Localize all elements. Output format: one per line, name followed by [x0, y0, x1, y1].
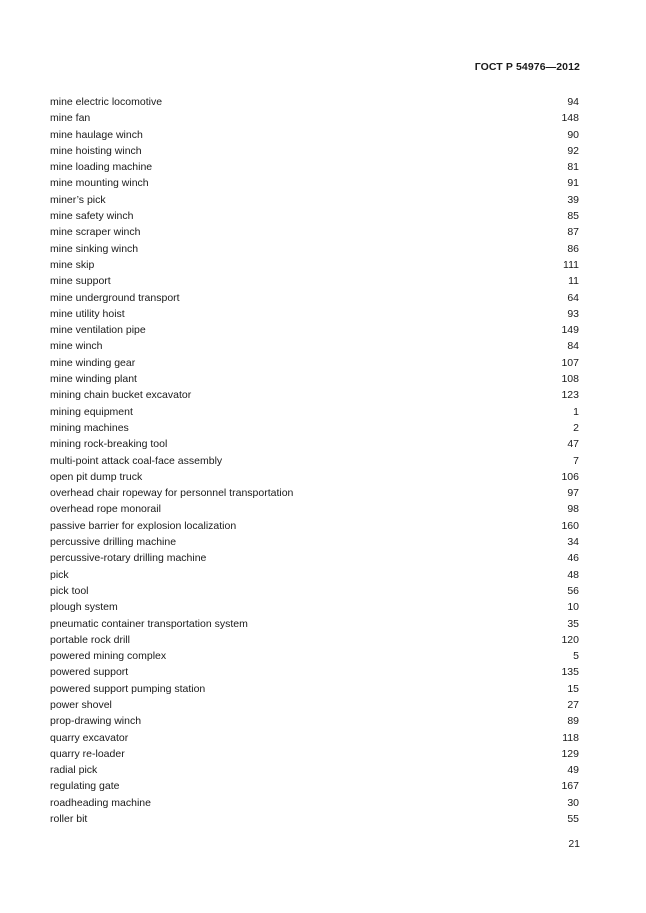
- index-entry: [50, 306, 579, 322]
- index-term-number: 90: [567, 128, 579, 141]
- index-term-number: 108: [561, 373, 579, 386]
- index-entry: [50, 469, 579, 485]
- index-entry: [50, 208, 579, 224]
- index-entry: [50, 550, 579, 566]
- index-term-number: 160: [561, 519, 579, 532]
- index-term-number: 118: [562, 731, 579, 744]
- index-term-number: 98: [567, 503, 579, 516]
- index-entry: [50, 567, 579, 583]
- index-term-number: 149: [561, 324, 579, 337]
- index-term-number: 86: [567, 242, 579, 255]
- index-entry: [50, 420, 579, 436]
- index-entry: [50, 616, 579, 632]
- index-term: mining chain bucket excavator: [50, 389, 192, 402]
- index-term: mine utility hoist: [50, 307, 125, 320]
- index-term-number: 120: [561, 633, 579, 646]
- index-entry: [50, 273, 579, 289]
- index-term-number: 11: [568, 275, 579, 288]
- index-term: roadheading machine: [50, 796, 151, 809]
- index-entry: [50, 338, 579, 354]
- index-term: quarry excavator: [50, 731, 129, 744]
- index-term: powered mining complex: [50, 650, 167, 663]
- index-entry: [50, 599, 579, 615]
- index-entry: [50, 534, 579, 550]
- index-entry: [50, 746, 579, 762]
- index-term: mine fan: [50, 112, 91, 125]
- index-term: mine electric locomotive: [50, 96, 163, 108]
- index-entry: [50, 127, 579, 143]
- index-term: prop-drawing winch: [50, 715, 142, 728]
- index-term-number: 129: [561, 747, 579, 760]
- index-term-number: 46: [567, 552, 579, 565]
- index-term: mine skip: [50, 258, 95, 271]
- index-entry: [50, 110, 579, 126]
- index-term: multi-point attack coal-face assembly: [50, 454, 223, 467]
- index-entry: [50, 632, 579, 648]
- index-term: pneumatic container transportation system: [50, 617, 248, 630]
- index-term-number: 111: [563, 258, 579, 271]
- index-entry: [50, 730, 579, 746]
- index-term: portable rock drill: [50, 633, 130, 646]
- term-index-list: [50, 94, 579, 827]
- index-term: percussive drilling machine: [50, 536, 177, 549]
- index-entry: [50, 518, 579, 534]
- index-entry: [50, 290, 579, 306]
- index-term-number: 107: [561, 356, 579, 369]
- index-term-number: 167: [561, 780, 579, 793]
- index-term: plough system: [50, 601, 118, 614]
- index-term: mining equipment: [50, 405, 133, 418]
- index-term: passive barrier for explosion localization: [50, 519, 237, 532]
- index-term-number: 10: [567, 601, 579, 614]
- index-term: radial pick: [50, 764, 98, 777]
- index-term: powered support pumping station: [50, 682, 206, 695]
- index-entry: [50, 159, 579, 175]
- index-term-number: 48: [567, 568, 579, 581]
- index-term: mine haulage winch: [50, 128, 143, 141]
- index-term: mine ventilation pipe: [50, 324, 146, 337]
- index-term: overhead rope monorail: [50, 503, 161, 516]
- page-number: 21: [568, 838, 580, 850]
- index-entry: [50, 485, 579, 501]
- index-entry: [50, 355, 579, 371]
- index-term: mine safety winch: [50, 210, 134, 223]
- index-term: mine winch: [50, 340, 103, 353]
- index-term-number: 89: [567, 715, 579, 728]
- index-term-number: 34: [567, 536, 579, 549]
- index-entry: [50, 778, 579, 794]
- index-term: mine scraper winch: [50, 226, 141, 239]
- index-term: mine loading machine: [50, 161, 153, 174]
- index-term: mine sinking winch: [50, 242, 139, 255]
- index-term-number: 93: [567, 307, 579, 320]
- index-term-number: 49: [567, 764, 579, 777]
- index-term: overhead chair ropeway for personnel transportation: [50, 487, 294, 500]
- index-entry: [50, 94, 579, 110]
- index-term-number: 56: [567, 584, 579, 597]
- index-term: mine winding gear: [50, 356, 136, 369]
- index-entry: [50, 501, 579, 517]
- index-term-number: 39: [567, 193, 579, 206]
- document-header: ГОСТ Р 54976—2012: [474, 61, 580, 73]
- index-term-number: 55: [567, 813, 579, 826]
- index-term: miner’s pick: [50, 193, 106, 206]
- index-term: power shovel: [50, 698, 112, 711]
- index-term-number: 30: [567, 796, 579, 809]
- index-term-number: 27: [567, 698, 579, 711]
- index-entry: [50, 697, 579, 713]
- index-term-number: 81: [567, 161, 579, 174]
- index-term-number: 94: [567, 96, 579, 108]
- index-term: open pit dump truck: [50, 470, 143, 483]
- index-term-number: 1: [573, 405, 579, 418]
- index-term: powered support: [50, 666, 129, 679]
- index-term-number: 85: [567, 210, 579, 223]
- index-term-number: 15: [567, 682, 579, 695]
- index-term: pick: [50, 568, 69, 581]
- index-term-number: 7: [573, 454, 579, 467]
- index-entry: [50, 175, 579, 191]
- index-entry: [50, 453, 579, 469]
- index-entry: [50, 664, 579, 680]
- index-entry: [50, 322, 579, 338]
- index-entry: [50, 143, 579, 159]
- index-term-number: 47: [567, 438, 579, 451]
- index-term-number: 123: [561, 389, 579, 402]
- index-term: mine winding plant: [50, 373, 137, 386]
- index-term-number: 92: [567, 144, 579, 157]
- index-entry: [50, 224, 579, 240]
- index-entry: [50, 241, 579, 257]
- index-entry: [50, 681, 579, 697]
- index-term-number: 97: [567, 487, 579, 500]
- index-term-number: 91: [567, 177, 579, 190]
- index-term: mine underground transport: [50, 291, 180, 304]
- index-term-number: 2: [573, 421, 579, 434]
- index-term-number: 84: [567, 340, 579, 353]
- index-entry: [50, 762, 579, 778]
- index-term: pick tool: [50, 584, 89, 597]
- index-term: percussive-rotary drilling machine: [50, 552, 207, 565]
- index-term-number: 35: [567, 617, 579, 630]
- index-entry: [50, 371, 579, 387]
- index-term: regulating gate: [50, 780, 120, 793]
- index-term: roller bit: [50, 813, 88, 826]
- index-entry: [50, 811, 579, 827]
- index-term-number: 64: [567, 291, 579, 304]
- index-entry: [50, 713, 579, 729]
- index-term-number: 106: [561, 470, 579, 483]
- index-term: mine mounting winch: [50, 177, 149, 190]
- index-term: mining machines: [50, 421, 129, 434]
- index-term-number: 5: [573, 650, 579, 663]
- index-entry: [50, 192, 579, 208]
- index-term: mining rock-breaking tool: [50, 438, 168, 451]
- index-entry: [50, 795, 579, 811]
- index-entry: [50, 257, 579, 273]
- index-term-number: 135: [561, 666, 579, 679]
- index-entry: [50, 648, 579, 664]
- index-entry: [50, 387, 579, 403]
- index-term: mine hoisting winch: [50, 144, 142, 157]
- index-entry: [50, 436, 579, 452]
- index-entry: [50, 583, 579, 599]
- index-term-number: 87: [567, 226, 579, 239]
- index-term: quarry re-loader: [50, 747, 125, 760]
- index-term-number: 148: [561, 112, 579, 125]
- index-term: mine support: [50, 275, 111, 288]
- index-entry: [50, 404, 579, 420]
